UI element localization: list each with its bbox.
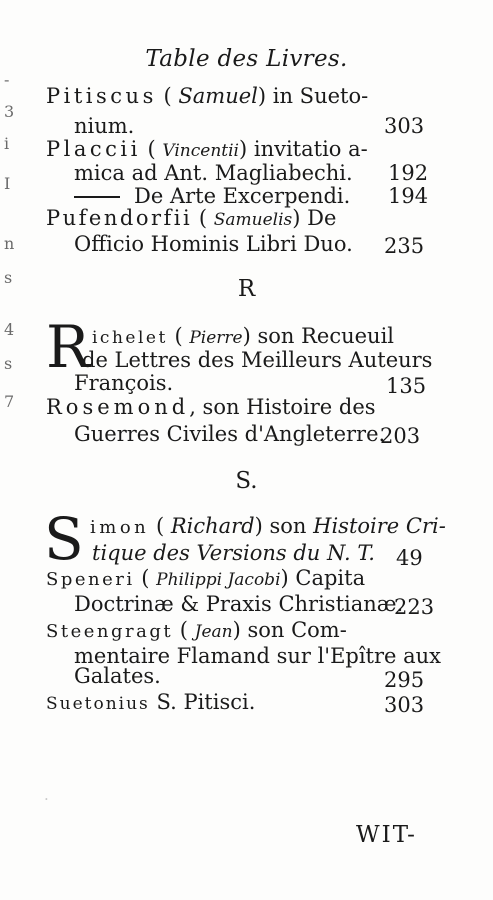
bleed-mark: 3 — [4, 102, 15, 121]
index-entry-line: mentaire Flamand sur l'Epître aux — [74, 644, 442, 668]
index-entry-line: mica ad Ant. Magliabechi. — [74, 161, 353, 185]
running-header: Table des Livres. — [145, 46, 348, 72]
index-entry-line: Placcii ( Vincentii) invitatio a- — [46, 137, 368, 161]
index-entry-line: François. — [74, 371, 174, 395]
page-number: 223 — [394, 595, 435, 619]
page-number: 303 — [384, 693, 425, 717]
page-number: 303 — [384, 114, 425, 138]
drop-cap: R — [46, 313, 90, 381]
bleed-smudge: · — [44, 790, 49, 808]
page-number: 49 — [396, 546, 423, 570]
page-number: 192 — [388, 161, 429, 185]
page-number: 203 — [380, 424, 421, 448]
index-entry-line: Speneri ( Philippi Jacobi) Capita — [46, 566, 366, 590]
index-entry-line: Doctrinæ & Praxis Christianæ. — [74, 592, 404, 616]
index-entry-line: Rosemond, son Histoire des — [46, 395, 376, 419]
index-entry-line: nium. — [74, 114, 135, 138]
bleed-mark: s — [4, 354, 13, 373]
index-entry-line: Galates. — [74, 664, 161, 688]
bleed-mark: 7 — [4, 392, 15, 411]
page-number: 235 — [384, 234, 425, 258]
catchword: WIT- — [356, 822, 417, 848]
index-entry-line: tique des Versions du N. T. — [92, 541, 375, 565]
index-entry-line: Pufendorfii ( Samuelis) De — [46, 206, 337, 230]
index-entry-line: Steengragt ( Jean) son Com- — [46, 618, 347, 642]
page-number: 194 — [388, 184, 429, 208]
section-letter: S. — [235, 468, 258, 494]
bleed-mark: 4 — [4, 320, 15, 339]
index-entry-line: imon ( Richard) son Histoire Cri- — [90, 514, 446, 538]
index-entry-line: Pitiscus ( Samuel) in Sueto- — [46, 84, 369, 108]
bleed-mark: s — [4, 268, 13, 287]
bleed-mark: n — [4, 234, 15, 253]
index-entry-line: Officio Hominis Libri Duo. — [74, 232, 353, 256]
drop-cap: S — [44, 505, 84, 573]
bleed-mark: i — [4, 134, 10, 153]
index-entry-line: Suetonius S. Pitisci. — [46, 690, 256, 714]
index-entry-line: de Lettres des Meilleurs Auteurs — [82, 348, 433, 372]
page-number: 295 — [384, 668, 425, 692]
page-number: 135 — [386, 374, 427, 398]
index-entry-line: Guerres Civiles d'Angleterre. — [74, 422, 386, 446]
bleed-mark: I — [4, 174, 11, 193]
index-entry-line: ichelet ( Pierre) son Recueuil — [92, 324, 394, 348]
ditto-dash — [74, 196, 120, 198]
section-letter: R — [237, 276, 256, 302]
bleed-mark: - — [4, 70, 10, 89]
index-entry-line: De Arte Excerpendi. — [134, 184, 351, 208]
